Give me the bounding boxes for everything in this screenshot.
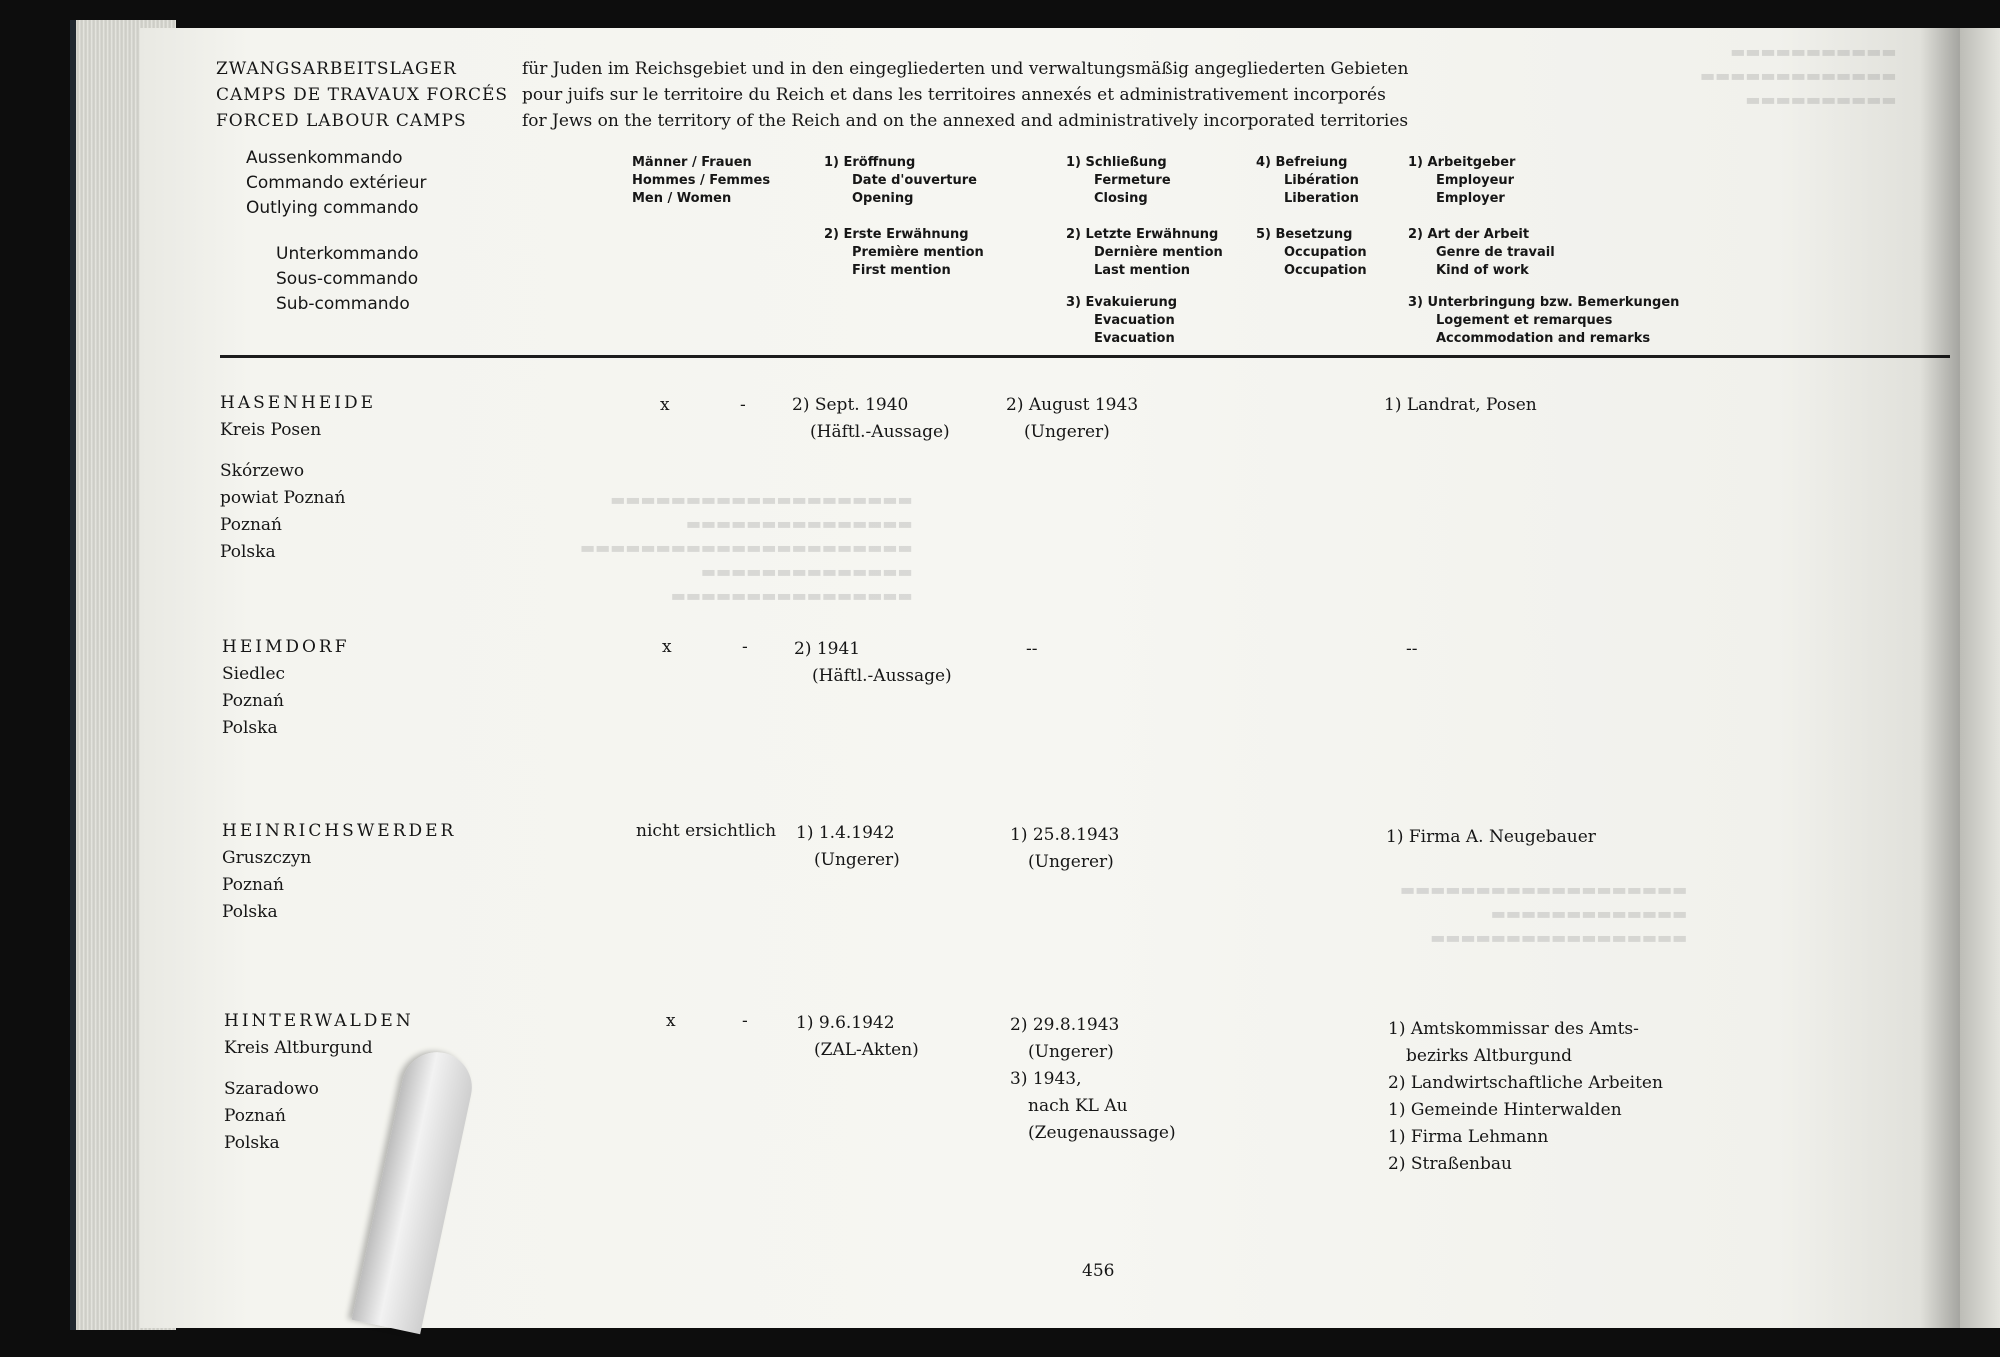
- show-through-text: ▬▬▬▬▬▬▬▬▬▬▬▬▬▬▬▬▬▬▬ ▬▬▬▬▬▬▬▬▬▬▬▬▬ ▬▬▬▬▬▬▬▬▬▬▬▬▬▬▬▬▬: [1400, 880, 1688, 947]
- entry-name: HINTERWALDEN: [224, 1011, 414, 1031]
- gender-note: nicht ersichtlich: [636, 821, 777, 841]
- entry-opening: 2) Sept. 1940 (Häftl.-Aussage): [792, 395, 950, 442]
- camp-category-subtitle: [522, 56, 1408, 134]
- men-mark: x: [666, 1011, 676, 1031]
- show-through-text: ▬▬▬▬▬▬▬▬▬▬▬▬▬▬▬▬▬▬▬▬ ▬▬▬▬▬▬▬▬▬▬▬▬▬▬▬ ▬▬▬▬▬▬▬▬▬▬▬▬▬▬▬▬▬▬▬▬▬▬ ▬▬▬▬▬▬▬▬▬▬▬▬▬▬ ▬▬▬▬▬▬▬▬▬▬▬▬▬▬▬▬: [580, 490, 913, 605]
- header-divider: [220, 355, 1950, 358]
- legend-last-mention: 2) Letzte Erwähnung Dernière mention Last mention: [1066, 227, 1223, 278]
- title-line: ZWANGSARBEITSLAGER: [216, 59, 457, 79]
- women-mark: -: [742, 1011, 748, 1031]
- title-line: CAMPS DE TRAVAUX FORCÉS: [216, 85, 509, 105]
- women-mark: -: [742, 637, 748, 657]
- entry-remarks: 1) Firma A. Neugebauer: [1386, 827, 1596, 847]
- men-mark: x: [662, 637, 672, 657]
- gutter-shadow: [1920, 28, 1960, 1328]
- page-number: 456: [1082, 1261, 1115, 1281]
- subtitle-line: for Jews on the territory of the Reich and on the annexed and administratively incorporated territories: [522, 111, 1409, 131]
- legend-closing: 1) Schließung Fermeture Closing: [1066, 155, 1171, 206]
- entry-opening: 1) 1.4.1942 (Ungerer): [796, 823, 900, 870]
- legend-liberation: 4) Befreiung Libération Liberation: [1256, 155, 1359, 206]
- legend-opening: 1) Eröffnung Date d'ouverture Opening: [824, 155, 977, 206]
- show-through-text: ▬▬▬▬▬▬▬▬▬▬▬ ▬▬▬▬▬▬▬▬▬▬▬▬▬ ▬▬▬▬▬▬▬▬▬▬: [1700, 42, 1897, 109]
- subtitle-line: für Juden im Reichsgebiet und in den eingegliederten und verwaltungsmäßig angegliederten Gebieten: [522, 59, 1409, 79]
- legend-gender: Männer / Frauen Hommes / Femmes Men / Women: [632, 155, 771, 206]
- entry-remarks: 1) Amtskommissar des Amts- bezirks Altburgund 2) Landwirtschaftliche Arbeiten 1) Gemeinde Hinterwalden 1) Firma Lehmann 2) Straßenbau: [1388, 1019, 1663, 1174]
- entry-remarks: 1) Landrat, Posen: [1384, 395, 1537, 415]
- entry-remarks: --: [1406, 639, 1418, 659]
- legend-kind-of-work: 2) Art der Arbeit Genre de travail Kind of work: [1408, 227, 1555, 278]
- entry-closing: 2) 29.8.1943 (Ungerer) 3) 1943, nach KL Au (Zeugenaussage): [1010, 1015, 1176, 1143]
- women-mark: -: [740, 395, 746, 415]
- entry-location: HEIMDORF Siedlec Poznań Polska: [222, 634, 350, 742]
- entry-location: HINTERWALDEN Kreis Altburgund Szaradowo Poznań Polska: [224, 1008, 414, 1157]
- next-page-edge: [1955, 28, 2000, 1328]
- camp-category-title: [216, 56, 508, 134]
- entry-closing: 2) August 1943 (Ungerer): [1006, 395, 1139, 442]
- legend-employer: 1) Arbeitgeber Employeur Employer: [1408, 155, 1516, 206]
- entry-location: HEINRICHSWERDER Gruszczyn Poznań Polska: [222, 818, 456, 926]
- entry-closing: --: [1026, 639, 1038, 659]
- legend-occupation: 5) Besetzung Occupation Occupation: [1256, 227, 1367, 278]
- legend-first-mention: 2) Erste Erwähnung Première mention First mention: [824, 227, 984, 278]
- legend-evacuation: 3) Evakuierung Evacuation Evacuation: [1066, 295, 1178, 346]
- entry-closing: 1) 25.8.1943 (Ungerer): [1010, 825, 1120, 872]
- entry-name: HEINRICHSWERDER: [222, 821, 457, 841]
- title-line: FORCED LABOUR CAMPS: [216, 111, 467, 131]
- entry-opening: 1) 9.6.1942 (ZAL-Akten): [796, 1013, 919, 1060]
- entry-opening: 2) 1941 (Häftl.-Aussage): [794, 639, 952, 686]
- entry-location: HASENHEIDE Kreis Posen Skórzewo powiat Poznań Poznań Polska: [220, 390, 376, 566]
- entry-name: HASENHEIDE: [220, 393, 377, 413]
- sub-commando-label: Unterkommando Sous-commando Sub-commando: [276, 244, 419, 314]
- legend-accommodation: 3) Unterbringung bzw. Bemerkungen Logement et remarques Accommodation and remarks: [1408, 295, 1680, 346]
- entry-name: HEIMDORF: [222, 637, 350, 657]
- outlying-commando-label: Aussenkommando Commando extérieur Outlying commando: [246, 148, 427, 218]
- men-mark: x: [660, 395, 670, 415]
- subtitle-line: pour juifs sur le territoire du Reich et dans les territoires annexés et administrativement incorporés: [522, 85, 1386, 105]
